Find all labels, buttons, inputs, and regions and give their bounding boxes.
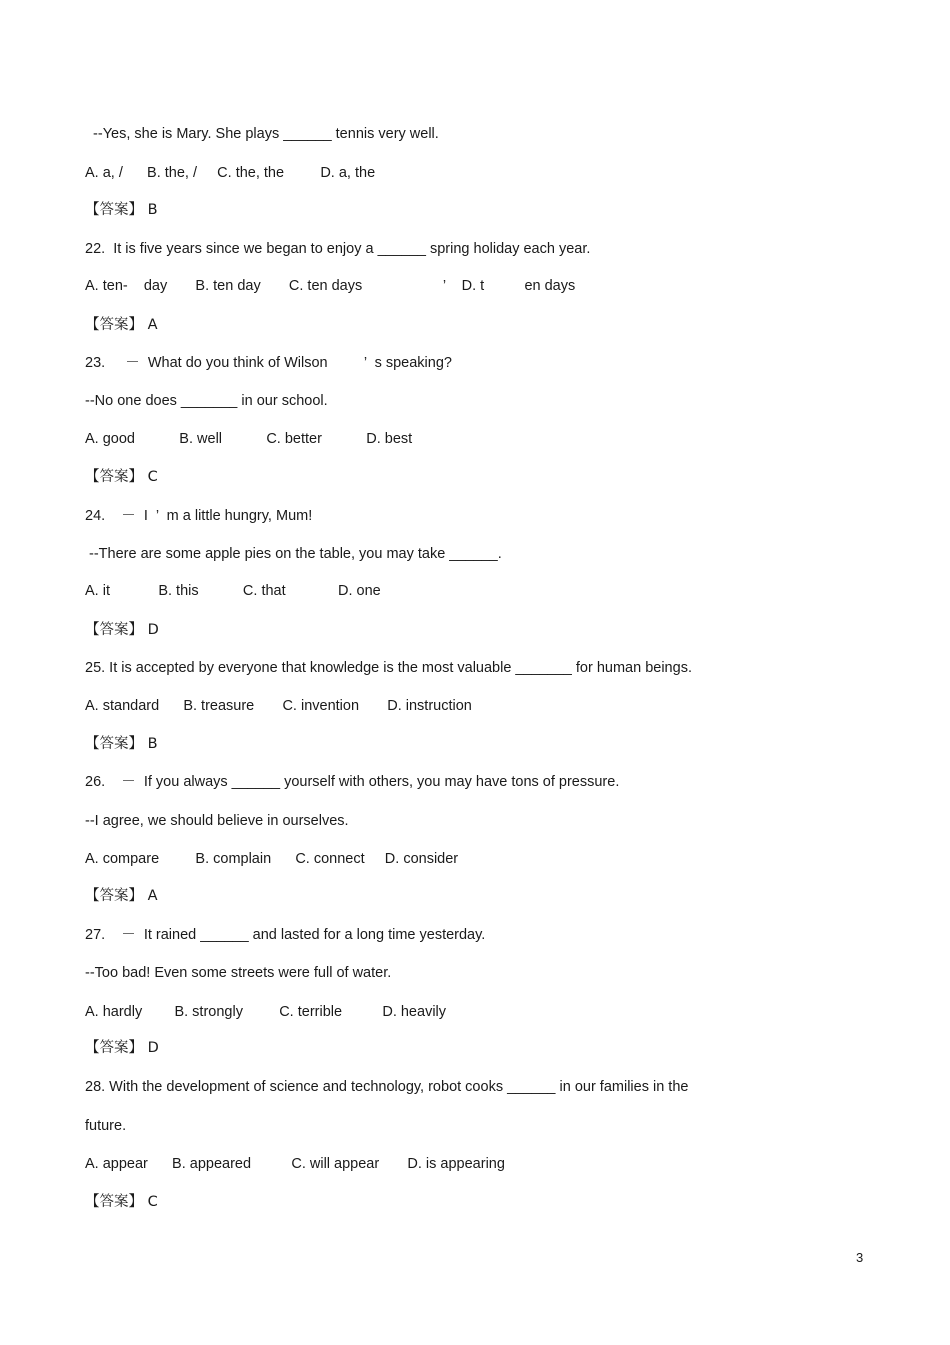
options: A. ten- day B. ten day C. ten days ’ D. t en days xyxy=(85,278,576,294)
line: future. xyxy=(85,1118,127,1134)
question-25: 25. It is accepted by everyone that knowledge is the most valuable _______ for human beings. xyxy=(85,660,692,676)
page-number: 3 xyxy=(856,1250,864,1265)
options: A. hardly B. strongly C. terrible D. heavily xyxy=(85,1004,447,1020)
line: --There are some apple pies on the table, you may take ______. xyxy=(85,546,502,562)
options: A. compare B. complain C. connect D. consider xyxy=(85,851,459,867)
question-23: 23. － What do you think of Wilson ’ s speaking? xyxy=(85,355,452,371)
question-28: 28. With the development of science and technology, robot cooks ______ in our families in the xyxy=(85,1079,689,1095)
answer: 【答案】 A xyxy=(85,888,158,904)
answer: 【答案】 D xyxy=(85,622,159,638)
answer: 【答案】 D xyxy=(85,1040,159,1056)
options: A. good B. well C. better D. best xyxy=(85,431,413,447)
options: A. appear B. appeared C. will appear D. is appearing xyxy=(85,1156,505,1172)
question-27: 27. － It rained ______ and lasted for a long time yesterday. xyxy=(85,927,486,943)
options: A. it B. this C. that D. one xyxy=(85,583,381,599)
answer: 【答案】 B xyxy=(85,736,158,752)
line: --No one does _______ in our school. xyxy=(85,393,328,409)
question-22: 22. It is five years since we began to enjoy a ______ spring holiday each year. xyxy=(85,241,591,257)
question-26: 26. － If you always ______ yourself with others, you may have tons of pressure. xyxy=(85,774,620,790)
question-24: 24. － I ’ m a little hungry, Mum! xyxy=(85,508,313,524)
answer: 【答案】 B xyxy=(85,202,158,218)
answer: 【答案】 C xyxy=(85,469,158,485)
options: A. a, / B. the, / C. the, the D. a, the xyxy=(85,165,376,181)
answer: 【答案】 A xyxy=(85,317,158,333)
answer: 【答案】 C xyxy=(85,1194,158,1210)
line: --I agree, we should believe in ourselves. xyxy=(85,813,349,829)
options: A. standard B. treasure C. invention D. instruction xyxy=(85,698,472,714)
line: --Yes, she is Mary. She plays ______ tennis very well. xyxy=(85,126,439,142)
line: --Too bad! Even some streets were full of water. xyxy=(85,965,392,981)
